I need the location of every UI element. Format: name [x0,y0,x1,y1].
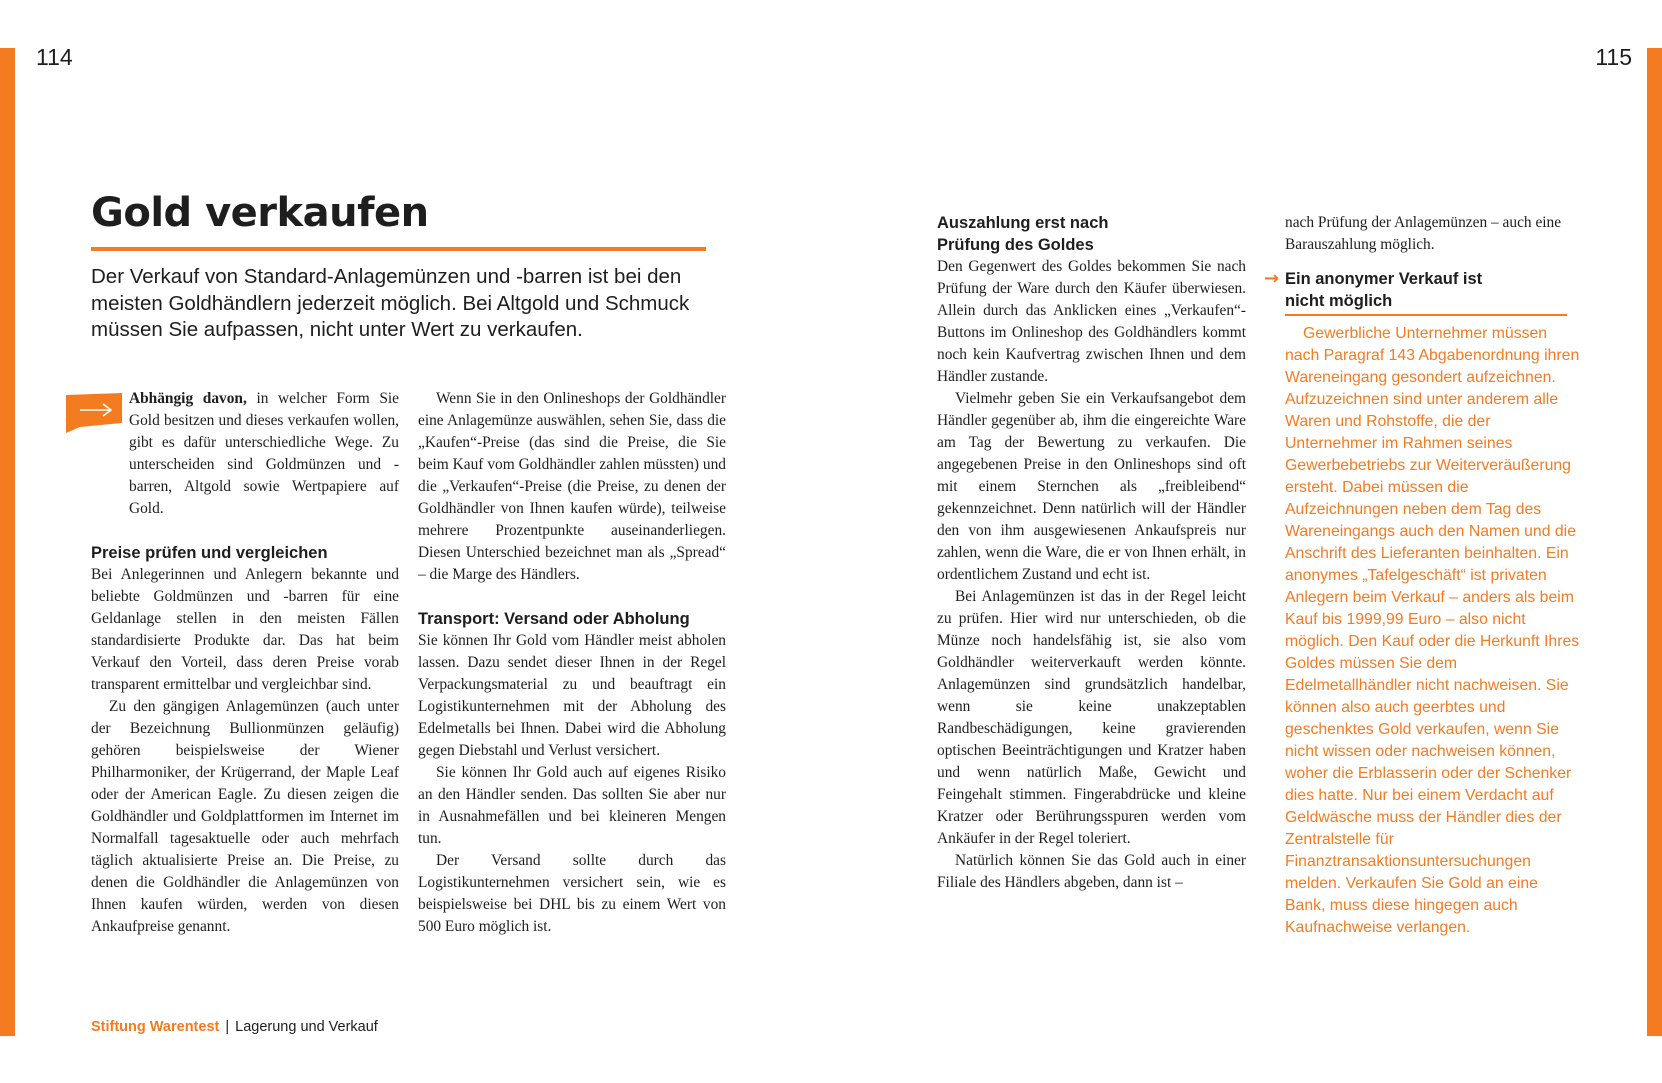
page-number-left: 114 [36,44,73,70]
auszahlung-paragraph-2: Vielmehr geben Sie ein Verkaufsangebot dem Händler gegenüber ab, ihm die eingereichte Ware am Tag der Bewertung zu verkaufen. Die angegebenen Preise in den Onlineshops sind oft mit einem Sternchen als „freibleibend“ gekennzeichnet. Denn natürlich will der Händler den von ihm ausgewiesenen Ankaufspreis nur zahlen, wenn die Ware, die er von Ihnen erhält, in ordentlichem Zustand und echt ist. [937,390,1246,583]
page-title: Gold verkaufen [91,190,429,236]
sidebar-heading-text: Ein anonymer Verkauf ist nicht möglich [1285,270,1483,310]
intro-paragraph [91,388,399,520]
transport-paragraph-3: Der Versand sollte durch das Logistikunternehmen versichert sein, wie es beispielsweise bei DHL bis zu einem Wert von 500 Euro möglich ist. [418,852,726,935]
page-number-right: 115 [1595,44,1632,70]
footer-separator: | [225,1019,230,1035]
auszahlung-paragraph-4: Natürlich können Sie das Gold auch in einer Filiale des Händlers abgeben, dann ist – [937,852,1246,891]
auszahlung-paragraph-3: Bei Anlagemünzen ist das in der Regel leicht zu prüfen. Hier wird nur unterschieden, ob die Münze noch handelsfähig ist, sie also vom Goldhändler weiterverkauft werden könnte. Anlagemünzen sind grundsätzlich handelbar, wenn sie keine unakzeptablen Randbeschädigungen, keine gravierenden optischen Beeinträchtigungen und Kratzer haben und wenn natürlich Maße, Gewicht und Feingehalt stimmen. Fingerabdrücke und kleine Kratzer oder Berührungsspuren werden vom Ankäufer in der Regel toleriert. [937,588,1246,847]
footer-brand: Stiftung Warentest [91,1019,220,1035]
sidebar-heading [1264,268,1580,312]
intro-text: in welcher Form Sie Gold besitzen und dieses verkaufen wollen, gibt es dafür unterschiedliche Wege. Zu unterscheiden sind Goldmünzen und -barren, Altgold sowie Wertpapiere auf Gold. [129,390,399,517]
column-4 [1264,212,1580,939]
intro-bold-lead: Abhängig davon, [129,390,247,407]
heading-transport: Transport: Versand oder Abholung [418,610,690,628]
preise-paragraph-1: Bei Anlegerinnen und Anlegern bekannte und beliebte Goldmünzen und -barren für eine Geldanlage stellen in den meisten Fällen standardisierte Produkte dar. Das hat beim Verkauf den Vorteil, dass deren Preise vorab transparent ermittelbar und vergleichbar sind. [91,566,399,693]
auszahlung-paragraph-1: Den Gegenwert des Goldes bekommen Sie nach Prüfung der Ware durch den Käufer überwiesen. Allein durch das Anklicken eines „Verkaufen“-Buttons im Onlineshop des Goldhändlers kommt noch kein Kaufvertrag zwischen Ihnen und dem Händler zustande. [937,258,1246,385]
heading-preise: Preise prüfen und vergleichen [91,544,328,562]
page-footer [91,1019,378,1035]
footer-section: Lagerung und Verkauf [235,1019,378,1035]
preise-paragraph-3: Wenn Sie in den Onlineshops der Goldhändler eine Anlagemünze auswählen, sehen Sie, dass die „Kaufen“-Preise (das sind die Preise, die Sie beim Kauf vom Goldhändler zahlen müssten) und die „Verkaufen“-Preise (die Preise, zu denen der Goldhändler von Ihnen kaufen würde), teilweise mehrere Prozentpunkte auseinanderliegen. Diesen Unterschied bezeichnet man als „Spread“ – die Marge des Händlers. [418,390,726,583]
lead-paragraph: Der Verkauf von Standard-Anlagemünzen und -barren ist bei den meisten Goldhändlern jederzeit möglich. Bei Altgold und Schmuck müssen Sie aufpassen, nicht unter Wert zu verkaufen. [91,265,690,341]
transport-paragraph-2: Sie können Ihr Gold auch auf eigenes Risiko an den Händler senden. Das sollten Sie aber nur in Ausnahmefällen und bei kleineren Mengen tun. [418,764,726,847]
title-underline [91,247,706,251]
heading-auszahlung: Auszahlung erst nach Prüfung des Goldes [937,214,1109,254]
right-margin-bar [1647,48,1662,1036]
auszahlung-paragraph-5: nach Prüfung der Anlagemünzen – auch eine Barauszahlung möglich. [1285,214,1562,253]
arrow-right-icon: → [1264,268,1280,289]
sidebar-rule [1285,314,1567,316]
preise-paragraph-2: Zu den gängigen Anlagemünzen (auch unter der Bezeichnung Bullionmünzen geläufig) gehören beispielsweise der Wiener Philharmoniker, der Krügerrand, der Maple Leaf oder der American Eagle. Zu diesen zeigen die Goldhändler und Goldplattformen im Internet im Normalfall tagesaktuelle oder auch mehrfach täglich aktualisierte Preise an. Die Preise, zu denen die Goldhändler die Anlagemünzen von Ihnen kaufen würden, werden von diesen Ankaufpreise genannt. [91,698,399,935]
column-1 [91,388,399,938]
sidebar-box [1264,268,1580,939]
sidebar-text: Gewerbliche Unternehmer müssen nach Paragraf 143 Abgabenordnung ihren Wareneingang gesondert aufzeichnen. Aufzuzeichnen sind unter anderem alle Waren und Rohstoffe, die der Unternehmer im Rahmen seines Gewerbebetriebs zur Weiterveräußerung ersteht. Dabei müssen die Aufzeichnungen neben dem Tag des Wareneingangs auch den Namen und die Anschrift des Lieferanten beinhalten. Ein anonymes „Tafelgeschäft“ ist privaten Anlegern beim Verkauf – anders als beim Kauf bis 1999,99 Euro – also nicht möglich. Den Kauf oder die Herkunft Ihres Goldes müssen Sie dem Edelmetallhändler nicht nachweisen. Sie können also auch geerbtes und geschenktes Gold verkaufen, wenn Sie nicht wissen oder nachweisen können, woher die Erblasserin oder der Schenker dies hatte. Nur bei einem Verdacht auf Geldwäsche muss der Händler dies der Zentralstelle für Finanztransaktionsuntersuchungen melden. Verkaufen Sie Gold an eine Bank, muss diese hingegen auch Kaufnachweise verlangen. [1285,325,1580,936]
left-margin-bar [0,48,15,1036]
column-2 [418,388,726,938]
transport-paragraph-1: Sie können Ihr Gold vom Händler meist abholen lassen. Dazu sendet dieser Ihnen in der Regel Verpackungsmaterial zu und beauftragt ein Logistikunternehmen mit der Abholung des Edelmetalls bei Ihnen. Dabei wird die Abholung gegen Diebstahl und Verlust versichert. [418,632,726,759]
column-3 [937,212,1246,894]
